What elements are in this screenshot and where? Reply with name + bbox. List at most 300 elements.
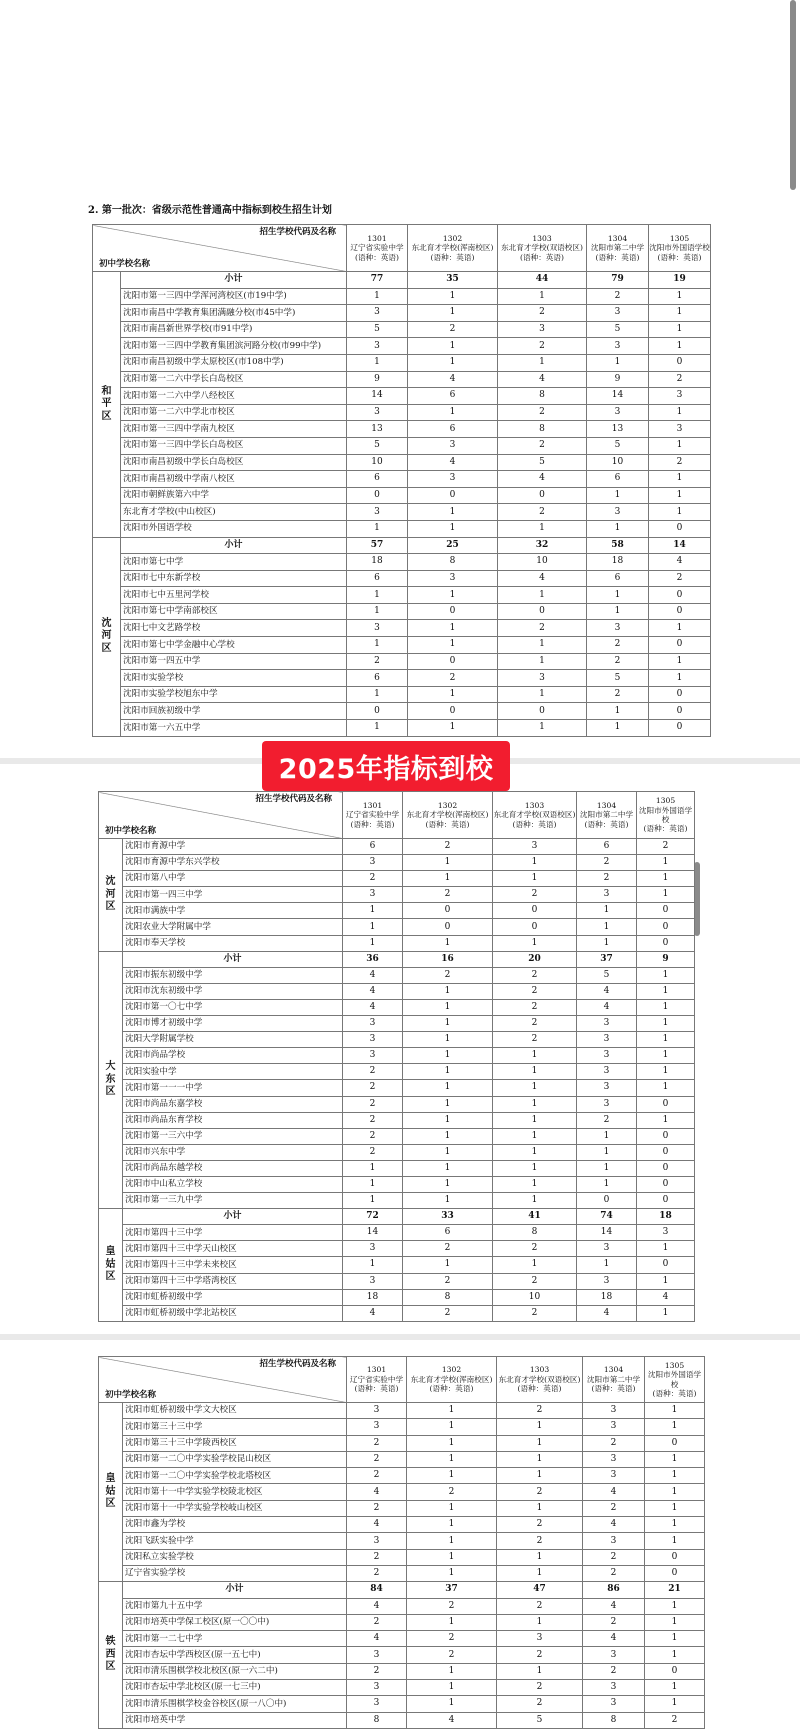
column-header-lang: (语种：英语) [657,252,702,262]
quota-cell: 0 [637,1257,695,1273]
quota-cell: 1 [407,1565,497,1581]
school-name-cell: 沈阳市第一〇七中学 [123,999,343,1015]
quota-cell: 1 [403,935,493,951]
quota-cell: 1 [645,1403,705,1419]
school-name-cell: 沈阳市回族初级中学 [121,703,347,720]
quota-cell: 3 [577,887,637,903]
school-name-cell: 沈阳市育源中学东兴学校 [123,855,343,871]
quota-cell: 6 [347,670,408,687]
school-name-cell: 沈阳市第三十三中学陵西校区 [123,1435,347,1451]
quota-cell: 1 [407,1663,497,1679]
quota-cell: 1 [343,1176,403,1192]
school-name-cell: 沈阳市兴东中学 [123,1144,343,1160]
quota-cell: 2 [347,1451,407,1467]
quota-cell: 3 [347,1647,407,1663]
quota-cell: 3 [583,1647,645,1663]
corner-header-cell [99,1357,347,1403]
quota-cell: 2 [577,855,637,871]
quota-cell: 1 [498,288,587,305]
quota-cell: 1 [637,871,695,887]
column-header-lang: (语种：英语) [354,1384,399,1394]
column-header-name: 沈阳市外国语学校 [649,243,710,253]
table-row [93,404,711,421]
quota-cell: 2 [498,404,587,421]
quota-cell: 2 [577,1112,637,1128]
quota-cell: 0 [645,1663,705,1679]
school-name-cell: 沈阳市实验学校 [121,670,347,687]
quota-cell: 2 [497,1680,583,1696]
table-row [99,1680,705,1696]
quota-cell: 0 [637,1096,695,1112]
table-row [93,703,711,720]
quota-cell: 0 [649,354,711,371]
school-name-cell: 沈阳市第一六五中学 [121,720,347,737]
quota-cell: 1 [403,1048,493,1064]
quota-cell: 2 [587,653,649,670]
quota-cell: 2 [347,1565,407,1581]
quota-cell: 3 [347,305,408,322]
table-row [99,1549,705,1565]
quota-cell: 2 [343,1128,403,1144]
quota-cell: 2 [343,871,403,887]
table-row [99,1064,695,1080]
school-name-cell: 沈阳市第一二六中学八经校区 [121,388,347,405]
quota-cell: 5 [577,967,637,983]
quota-cell: 0 [493,919,577,935]
quota-cell: 3 [577,1032,637,1048]
quota-cell: 3 [343,887,403,903]
subtotal-label: 小计 [123,951,343,967]
column-header-code: 1302 [441,1365,462,1375]
quota-cell: 2 [497,1647,583,1663]
column-header-1301 [347,225,408,272]
table-row [99,1096,695,1112]
school-name-cell: 沈阳市第一二六中学北市校区 [121,404,347,421]
table-row [93,603,711,620]
quota-cell: 3 [577,1080,637,1096]
quota-cell: 5 [498,454,587,471]
quota-cell: 1 [645,1533,705,1549]
quota-cell: 2 [493,1305,577,1321]
quota-cell: 1 [637,1032,695,1048]
quota-cell: 1 [408,686,498,703]
quota-cell: 1 [637,1241,695,1257]
school-name-cell: 沈阳市第一三四中学浑河湾校区(市19中学) [121,288,347,305]
table-row [99,1631,705,1647]
column-header-lang: (语种：英语) [429,1384,474,1394]
quota-cell: 1 [637,1064,695,1080]
subtotal-value: 57 [347,537,408,554]
column-header-1305 [649,225,711,272]
school-name-cell: 沈阳飞跃实验中学 [123,1533,347,1549]
quota-cell: 1 [403,1160,493,1176]
table-row [99,935,695,951]
quota-cell: 3 [587,338,649,355]
school-name-cell: 沈阳市第一三四中学南九校区 [121,421,347,438]
quota-cell: 1 [577,1257,637,1273]
school-name-cell: 沈阳市第七中学南部校区 [121,603,347,620]
column-header-1301 [343,792,403,839]
subtotal-value: 41 [493,1209,577,1225]
school-name-cell: 沈阳市清乐围棋学校金谷校区(原一八〇中) [123,1696,347,1712]
quota-cell: 2 [493,1241,577,1257]
quota-cell: 2 [403,967,493,983]
quota-cell: 0 [408,653,498,670]
quota-cell: 4 [408,454,498,471]
quota-cell: 1 [407,1451,497,1467]
quota-cell: 1 [407,1468,497,1484]
quota-cell: 1 [407,1533,497,1549]
column-header-name: 东北育才学校(双语校区) [501,243,583,253]
quota-cell: 2 [347,1500,407,1516]
column-header-1301 [347,1357,407,1403]
column-header-name: 东北育才学校(双语校区) [498,1374,581,1384]
quota-cell: 6 [347,471,408,488]
quota-cell: 2 [408,670,498,687]
quota-cell: 1 [498,587,587,604]
table-row [99,1435,705,1451]
quota-cell: 6 [403,1225,493,1241]
subtotal-value: 37 [407,1582,497,1598]
quota-cell: 2 [407,1484,497,1500]
quota-cell: 1 [407,1517,497,1533]
quota-cell: 1 [577,1144,637,1160]
subtotal-value: 44 [498,272,587,289]
quota-cell: 4 [577,999,637,1015]
column-header-name: 沈阳市第二中学 [586,1374,641,1384]
column-header-name: 东北育才学校(浑南校区) [406,810,489,820]
school-name-cell: 沈阳市第四十三中学塔湾校区 [123,1273,343,1289]
column-header-code: 1305 [669,233,690,243]
quota-cell: 1 [408,587,498,604]
quota-cell: 1 [493,1096,577,1112]
quota-cell: 1 [587,587,649,604]
quota-cell: 1 [637,999,695,1015]
school-name-cell: 沈阳市第七中学 [121,554,347,571]
school-name-cell: 沈阳市振东初级中学 [123,967,343,983]
school-name-cell: 沈阳市第一三六中学 [123,1128,343,1144]
school-name-cell: 东北育才学校(中山校区) [121,504,347,521]
column-header-1304 [587,225,649,272]
quota-cell: 2 [497,1598,583,1614]
district-cell: 皇 姑 区 [99,1209,123,1322]
quota-cell: 2 [493,983,577,999]
quota-cell: 3 [498,321,587,338]
quota-cell: 2 [583,1500,645,1516]
quota-cell: 1 [493,1064,577,1080]
quota-cell: 1 [649,670,711,687]
quota-cell: 18 [347,554,408,571]
column-header-1302 [408,225,498,272]
table-row [99,1305,695,1321]
subtotal-value: 37 [577,951,637,967]
quota-cell: 1 [408,520,498,537]
column-header-lang: (语种：英语) [652,1388,697,1398]
column-header-name: 辽宁省实验中学 [350,243,404,253]
school-name-cell: 沈阳市实验学校旭东中学 [121,686,347,703]
table-row [93,620,711,637]
column-header-1304 [577,792,637,839]
quota-cell: 1 [497,1468,583,1484]
quota-cell: 4 [343,983,403,999]
quota-cell: 1 [343,935,403,951]
subtotal-value: 86 [583,1582,645,1598]
quota-cell: 1 [645,1468,705,1484]
school-name-cell: 沈阳市尚品学校 [123,1048,343,1064]
quota-cell: 1 [347,354,408,371]
school-name-cell: 沈阳市第一三九中学 [123,1193,343,1209]
quota-cell: 2 [343,1144,403,1160]
quota-cell: 1 [497,1500,583,1516]
district-cell: 大 东 区 [99,951,123,1209]
column-header-1303 [497,1357,583,1403]
column-header-name: 沈阳市外国语学校 [638,805,693,824]
school-name-cell: 沈阳市第一二七中学 [123,1631,347,1647]
quota-cell: 2 [583,1435,645,1451]
subtotal-value: 35 [408,272,498,289]
quota-cell: 1 [637,855,695,871]
school-name-cell: 沈阳市第四十三中学 [123,1225,343,1241]
quota-cell: 0 [645,1565,705,1581]
school-name-cell: 沈阳市第七中学金融中心学校 [121,637,347,654]
table-row [99,1484,705,1500]
quota-cell: 1 [637,887,695,903]
quota-cell: 2 [493,1032,577,1048]
school-name-cell: 沈阳市奉天学校 [123,935,343,951]
quota-cell: 2 [498,504,587,521]
table-row [99,1451,705,1467]
table-row [93,371,711,388]
quota-cell: 6 [587,471,649,488]
quota-cell: 3 [343,855,403,871]
quota-cell: 1 [493,1144,577,1160]
quota-cell: 14 [343,1225,403,1241]
column-header-code: 1301 [362,800,383,810]
quota-cell: 4 [407,1712,497,1728]
column-header-lang: (语种：英语) [350,819,395,829]
quota-cell: 0 [649,703,711,720]
quota-cell: 0 [403,903,493,919]
school-name-cell: 沈阳市第一四五中学 [121,653,347,670]
quota-cell: 18 [587,554,649,571]
table-row [99,1016,695,1032]
quota-cell: 0 [649,686,711,703]
quota-cell: 2 [493,999,577,1015]
blank-top-area [0,0,800,192]
quota-cell: 1 [645,1696,705,1712]
quota-cell: 1 [347,288,408,305]
quota-cell: 1 [497,1419,583,1435]
quota-cell: 1 [645,1500,705,1516]
column-header-code: 1302 [442,233,463,243]
subtotal-row [93,272,711,289]
quota-cell: 1 [407,1419,497,1435]
quota-cell: 14 [587,388,649,405]
quota-cell: 4 [408,371,498,388]
quota-cell: 1 [407,1403,497,1419]
quota-cell: 1 [587,487,649,504]
quota-cell: 2 [587,686,649,703]
quota-cell: 1 [497,1614,583,1630]
quota-cell: 2 [498,620,587,637]
quota-cell: 1 [403,1112,493,1128]
column-header-lang: (语种：英语) [425,819,470,829]
table-row [99,1112,695,1128]
title-banner: 2025年指标到校 [262,741,510,791]
quota-cell: 2 [583,1565,645,1581]
quota-cell: 0 [637,1128,695,1144]
quota-cell: 3 [347,620,408,637]
quota-cell: 2 [407,1647,497,1663]
quota-cell: 1 [577,1176,637,1192]
quota-cell: 1 [649,653,711,670]
quota-cell: 1 [498,686,587,703]
sheet-heading: 2. 第一批次：省级示范性普通高中指标到校生招生计划 [88,205,332,216]
quota-cell: 3 [583,1419,645,1435]
quota-cell: 14 [577,1225,637,1241]
quota-cell: 1 [408,720,498,737]
column-header-code: 1303 [532,233,552,243]
school-name-cell: 沈阳七中文艺路学校 [121,620,347,637]
school-name-cell: 沈阳市博才初级中学 [123,1016,343,1032]
quota-cell: 3 [347,1696,407,1712]
subtotal-row [99,1209,695,1225]
quota-cell: 1 [637,983,695,999]
table-row [99,1565,705,1581]
corner-label-schools: 招生学校代码及名称 [259,1359,336,1369]
quota-cell: 4 [583,1484,645,1500]
quota-cell: 2 [649,570,711,587]
quota-cell: 2 [497,1403,583,1419]
table-row [93,305,711,322]
school-name-cell: 沈阳市第三十三中学 [123,1419,347,1435]
quota-cell: 1 [408,620,498,637]
quota-cell: 1 [498,520,587,537]
quota-cell: 2 [403,1273,493,1289]
quota-cell: 13 [347,421,408,438]
quota-cell: 1 [403,855,493,871]
quota-cell: 1 [587,520,649,537]
quota-cell: 0 [637,903,695,919]
quota-cell: 1 [347,587,408,604]
quota-cell: 3 [408,471,498,488]
quota-cell: 2 [645,1712,705,1728]
quota-cell: 1 [498,637,587,654]
table-row [93,720,711,737]
quota-cell: 2 [347,1468,407,1484]
quota-cell: 3 [583,1403,645,1419]
corner-header-cell [93,225,347,272]
quota-cell: 1 [493,1257,577,1273]
quota-cell: 1 [645,1451,705,1467]
subtotal-value: 33 [403,1209,493,1225]
header-row [93,225,711,272]
subtotal-value: 79 [587,272,649,289]
quota-cell: 0 [408,487,498,504]
table-row [93,421,711,438]
school-name-cell: 沈阳市虹桥初级中学北站校区 [123,1305,343,1321]
table-row [99,1241,695,1257]
column-header-name: 沈阳市外国语学校 [647,1370,702,1389]
quota-cell: 1 [408,637,498,654]
quota-cell: 4 [649,554,711,571]
quota-cell: 1 [347,603,408,620]
quota-cell: 4 [637,1289,695,1305]
quota-cell: 2 [637,839,695,855]
quota-cell: 0 [408,603,498,620]
quota-cell: 5 [347,437,408,454]
quota-cell: 1 [343,1257,403,1273]
column-header-lang: (语种：英语) [520,252,564,262]
table-row [99,1712,705,1728]
quota-cell: 1 [649,471,711,488]
corner-header-cell [99,792,343,839]
quota-cell: 1 [577,903,637,919]
school-name-cell: 沈阳私立实验学校 [123,1549,347,1565]
quota-cell: 1 [637,1080,695,1096]
subtotal-value: 9 [637,951,695,967]
table-row [93,388,711,405]
school-name-cell: 沈阳市第九十五中学 [123,1598,347,1614]
quota-cell: 2 [408,321,498,338]
school-name-cell: 沈阳市育源中学 [123,839,343,855]
school-name-cell: 沈阳市第一一一中学 [123,1080,343,1096]
quota-cell: 5 [347,321,408,338]
school-name-cell: 沈阳市尚品东嘉学校 [123,1096,343,1112]
table-row [99,1289,695,1305]
table-row [99,967,695,983]
quota-cell: 3 [408,437,498,454]
quota-cell: 1 [403,1032,493,1048]
quota-cell: 3 [347,404,408,421]
column-header-1303 [493,792,577,839]
quota-cell: 3 [343,1241,403,1257]
quota-cell: 1 [587,603,649,620]
table-row [99,1032,695,1048]
column-header-code: 1303 [529,1365,550,1375]
quota-cell: 2 [347,1549,407,1565]
corner-label-middle-schools: 初中学校名称 [105,1389,157,1400]
quota-cell: 1 [493,855,577,871]
corner-label-schools: 招生学校代码及名称 [259,227,336,237]
quota-cell: 2 [407,1631,497,1647]
quota-cell: 6 [408,421,498,438]
quota-cell: 2 [587,637,649,654]
column-header-name: 沈阳市第二中学 [590,243,645,253]
quota-cell: 2 [649,371,711,388]
school-name-cell: 沈阳市第四十三中学未来校区 [123,1257,343,1273]
table-row [99,839,695,855]
quota-cell: 1 [343,903,403,919]
quota-cell: 10 [498,554,587,571]
school-name-cell: 沈阳市第一三四中学长白岛校区 [121,437,347,454]
quota-cell: 8 [498,388,587,405]
quota-cell: 3 [583,1680,645,1696]
quota-cell: 8 [493,1225,577,1241]
table-row [99,1663,705,1679]
quota-cell: 0 [493,903,577,919]
school-name-cell: 沈阳市第四十三中学天山校区 [123,1241,343,1257]
quota-cell: 2 [407,1598,497,1614]
page-scrollbar[interactable] [790,0,796,190]
column-header-1302 [407,1357,497,1403]
header-row [99,1357,705,1403]
quota-cell: 0 [649,603,711,620]
quota-cell: 0 [347,487,408,504]
quota-cell: 3 [408,570,498,587]
quota-cell: 2 [583,1663,645,1679]
school-name-cell: 沈阳市第一三四中学教育集团滨河路分校(市99中学) [121,338,347,355]
